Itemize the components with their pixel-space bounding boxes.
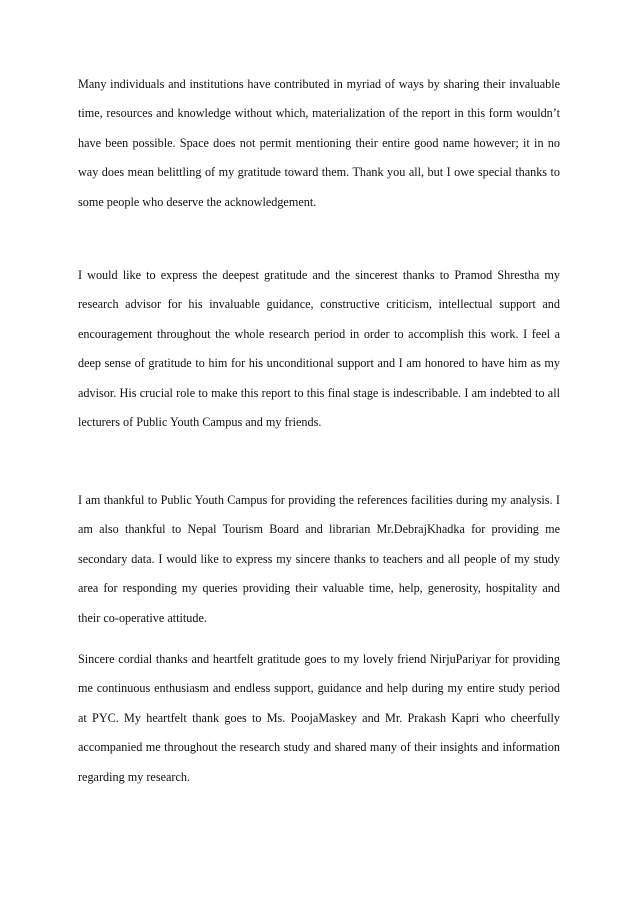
paragraph-intro: Many individuals and institutions have contributed in myriad of ways by sharing their invaluable time, resources and knowledge without which, materialization of the report in this form wouldn’t have been possible. Space does not permit mentioning their entire good name however; it in no way does mean belittling of my gratitude toward them. Thank you all, but I owe special thanks to some people who deserve the acknowledgement.: [78, 77, 560, 209]
paragraph-friends-thanks: Sincere cordial thanks and heartfelt gratitude goes to my lovely friend NirjuPariyar for providing me continuous enthusiasm and endless support, guidance and help during my entire study period at PYC. My heartfelt thank goes to Ms. PoojaMaskey and Mr. Prakash Kapri who cheerfully accompanied me throughout the research study and shared many of their insights and information regarding my research.: [78, 652, 560, 784]
paragraph-advisor-thanks: I would like to express the deepest gratitude and the sincerest thanks to Pramod Shrestha my research advisor for his invaluable guidance, constructive criticism, intellectual support and encouragement throughout the whole research period in order to accomplish this work. I feel a deep sense of gratitude to him for his unconditional support and I am honored to have him as my advisor. His crucial role to make this report to this final stage is indescribable. I am indebted to all lecturers of Public Youth Campus and my friends.: [78, 268, 560, 430]
paragraph-campus-thanks: I am thankful to Public Youth Campus for providing the references facilities during my analysis. I am also thankful to Nepal Tourism Board and librarian Mr.DebrajKhadka for providing me secondary data. I would like to express my sincere thanks to teachers and all people of my study area for responding my queries providing their valuable time, help, generosity, hospitality and their co-operative attitude.: [78, 493, 560, 625]
